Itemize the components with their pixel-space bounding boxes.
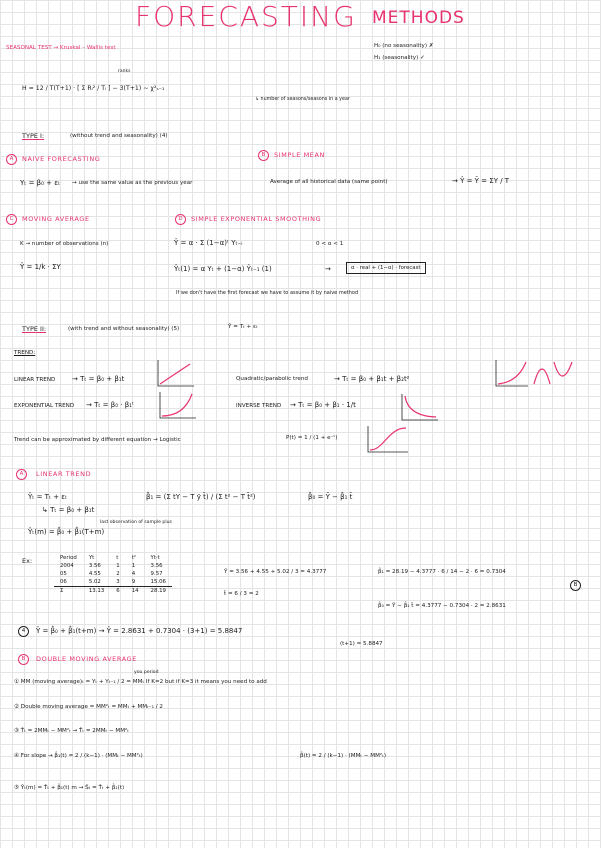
inverse-trend-label: INVERSE TREND [236, 403, 282, 409]
page-subtitle: METHODS [372, 8, 465, 28]
linear-trend-number: A [16, 469, 27, 480]
beta0-formula: β̂₀ = Ȳ − β̂₁ t̄ [308, 493, 353, 501]
moving-average-number: C [6, 214, 17, 225]
table-cell: 9 [131, 579, 136, 585]
exp-smoothing-title: SIMPLE EXPONENTIAL SMOOTHING [191, 215, 322, 223]
forecast-calc-line1: Ŷ = β̂₀ + β̂₁(t+m) → Ŷ = 2.8631 + 0.7304 · (3+1) = 5.8847 [36, 627, 243, 635]
table-cell: 14 [126, 587, 145, 596]
table-cell: 3.56 [150, 563, 163, 569]
ranks-note: ranks [118, 69, 131, 74]
simple-mean-formula: → Ŷ = Ȳ = ΣY / T [452, 177, 510, 185]
forecast-step-number: 4 [18, 626, 29, 637]
quadratic-trend-label: Quadratic/parabolic trend [236, 376, 308, 382]
page-title: FORECASTING [135, 0, 357, 33]
double-ma-step4: ④ For slope → β̂₁(t) = 2 / (k−1) · (MMₜ − MM²ₜ) [14, 753, 143, 759]
table-row [54, 562, 172, 570]
linear-trend-f3: Ŷₜ(m) = β̂₀ + β̂₁(T+m) [28, 528, 105, 536]
naive-number: A [6, 154, 17, 165]
ybar-calc: Ȳ = 3.56 + 4.55 + 5.02 / 3 = 4.3777 [224, 569, 327, 575]
linear-trend-f3-note: last observation of sample plus [100, 520, 172, 525]
table-cell: 4 [131, 571, 136, 577]
quadratic-trend-formula: → Tₜ = β₀ + β₁t + β₂t² [334, 375, 410, 383]
table-cell: 1 [131, 563, 136, 569]
table-cell: 05 [60, 571, 67, 577]
type1-heading: TYPE I: [22, 132, 45, 140]
table-row [54, 570, 172, 578]
example-label: Ex: [22, 557, 33, 565]
table-header-row [54, 554, 172, 562]
type1-description: (without trend and seasonality) (4) [70, 133, 168, 139]
logistic-trend-formula: P(t) = 1 / (1 + e⁻ᵗ) [286, 435, 338, 441]
table-cell: 28.19 [145, 587, 172, 596]
linear-trend-formula: → Tₜ = β₀ + β₁t [72, 375, 125, 383]
moving-average-title: MOVING AVERAGE [22, 215, 90, 223]
column-header: Yt [88, 555, 95, 561]
exp-smoothing-number: D [175, 214, 186, 225]
forecast-calc-line2: (t+1) = 5.8847 [340, 641, 383, 647]
simple-mean-text: Average of all historical data (same point) [270, 179, 388, 185]
double-ma-step2: ② Double moving average = MM²ₜ = MMₜ + MMₜ₋₁ / 2 [14, 704, 163, 710]
exp-smoothing-formula-2: Ŷₜ(1) = α Yₜ + (1−α) Ŷₜ₋₁ (1) [174, 265, 272, 273]
linear-trend-f2: ↳ Tₜ = β₀ + β₁t [42, 506, 95, 514]
table-cell: 06 [60, 579, 67, 585]
hypothesis-h1: H₁ (seasonality) ✓ [374, 55, 425, 61]
table-cell: 5.02 [88, 579, 101, 585]
linear-trend-f1: Ŷₜ = Tₜ + εₜ [28, 493, 68, 501]
double-ma-step5: ⑤ Ŷₜ(m) = T̂ₜ + β̂₁(t) m → Ŝₜ = T̂ₜ + β̂₁(t) [14, 785, 125, 791]
logistic-trend-plot [366, 424, 410, 454]
column-header: Period [60, 555, 77, 561]
table-cell: 9.57 [150, 571, 163, 577]
exponential-trend-formula: → Tₜ = β₀ · β₁ᵗ [86, 401, 135, 409]
naive-title: NAIVE FORECASTING [22, 155, 101, 163]
kruskal-test-label: SEASONAL TEST → Kruskal – Wallis test [6, 45, 116, 51]
moving-average-text: K → number of observations (n) [20, 241, 109, 247]
column-header: t² [131, 555, 136, 561]
example-marker: B [570, 580, 581, 591]
logistic-trend-label: Trend can be approximated by different equation → Logistic [14, 437, 181, 443]
double-ma-s1-note: you period [134, 670, 159, 675]
naive-formula: Yₜ = β₀ + εₜ [20, 179, 61, 187]
double-ma-step3: ③ T̂ₜ = 2MMₜ − MM²ₜ → T̂ₜ = 2MMₜ − MM²ₜ [14, 728, 129, 734]
table-cell: 6 [110, 587, 125, 596]
exp-smoothing-formula-1: Ŷ = α · Σ (1−α)ᵗ Yₜ₋ᵢ [174, 239, 243, 247]
table-cell: 13.13 [83, 587, 110, 596]
table-row [54, 578, 172, 587]
inverse-trend-plot [400, 392, 440, 422]
exp-smoothing-range: 0 < α < 1 [316, 241, 344, 247]
table-cell: 3 [116, 579, 120, 585]
double-ma-step4b: β̂(t) = 2 / (k−1) · (MMₜ − MM²ₜ) [300, 753, 387, 759]
beta1-calc: β̂₁ = 28.19 − 4.3777 · 6 / 14 − 2 · 6 = 0.7304 [378, 569, 506, 575]
table-cell: 15.06 [150, 579, 166, 585]
linear-trend-plot [156, 358, 196, 388]
table-cell: 4.55 [88, 571, 101, 577]
trend-label: TREND: [14, 350, 36, 356]
linear-trend-label: LINEAR TREND [14, 377, 56, 383]
exp-smoothing-note: If we don't have the first forecast we have to assume it by naive method [176, 290, 359, 296]
linear-trend-section-title: LINEAR TREND [36, 470, 92, 478]
example-table [54, 554, 172, 595]
kruskal-df-note: ↳ number of seasons/seasons in a year [255, 97, 350, 102]
column-header: t [116, 555, 119, 561]
hypothesis-h0: H₀ (no seasonality) ✗ [374, 43, 434, 49]
table-cell: Σ [54, 587, 83, 596]
type2-formula: Ŷ = Tₜ + εₜ [228, 324, 258, 330]
quadratic-trend-plot [494, 358, 576, 388]
double-ma-number: B [18, 654, 29, 665]
tbar-calc: t̄ = 6 / 3 = 2 [224, 591, 259, 597]
simple-mean-number: B [258, 150, 269, 161]
table-cell: 1 [116, 563, 120, 569]
type2-heading: TYPE II: [22, 325, 47, 333]
moving-average-formula: Ŷ = 1/k · ΣY [20, 263, 61, 271]
table-sum-row [54, 587, 172, 596]
kruskal-formula: H = 12 / T(T+1) · [ Σ Rᵢ² / Tᵢ ] − 3(T+1) ∼ χ²ₛ₋₁ [22, 85, 165, 92]
table-cell: 2004 [60, 563, 74, 569]
table-cell: 2 [116, 571, 120, 577]
type2-description: (with trend and without seasonality) (5) [68, 326, 180, 332]
table-cell: 3.56 [88, 563, 101, 569]
beta0-calc: β̂₀ = Ȳ − β̂₁ t̄ = 4.3777 − 0.7304 · 2 = 2.8631 [378, 603, 506, 609]
exp-smoothing-box: α · real + (1−α) · forecast [346, 262, 426, 274]
double-ma-step1: ① MM (moving average)ₜ = Yₜ + Yₜ₋₁ / 2 = MMₜ If K=2 but if K=3 it means you need to add [14, 679, 267, 685]
exponential-trend-label: EXPONENTIAL TREND [14, 403, 75, 409]
inverse-trend-formula: → Tₜ = β₀ + β₁ · 1/t [290, 401, 356, 409]
double-ma-title: DOUBLE MOVING AVERAGE [36, 655, 137, 663]
simple-mean-title: SIMPLE MEAN [274, 151, 325, 159]
column-header: Yt·t [150, 555, 160, 561]
exponential-trend-plot [158, 390, 198, 420]
naive-text: → use the same value as the previous year [72, 180, 193, 186]
beta1-formula: β̂₁ = (Σ tY − T ȳ t̄) / (Σ t² − T t̄²) [146, 493, 256, 501]
